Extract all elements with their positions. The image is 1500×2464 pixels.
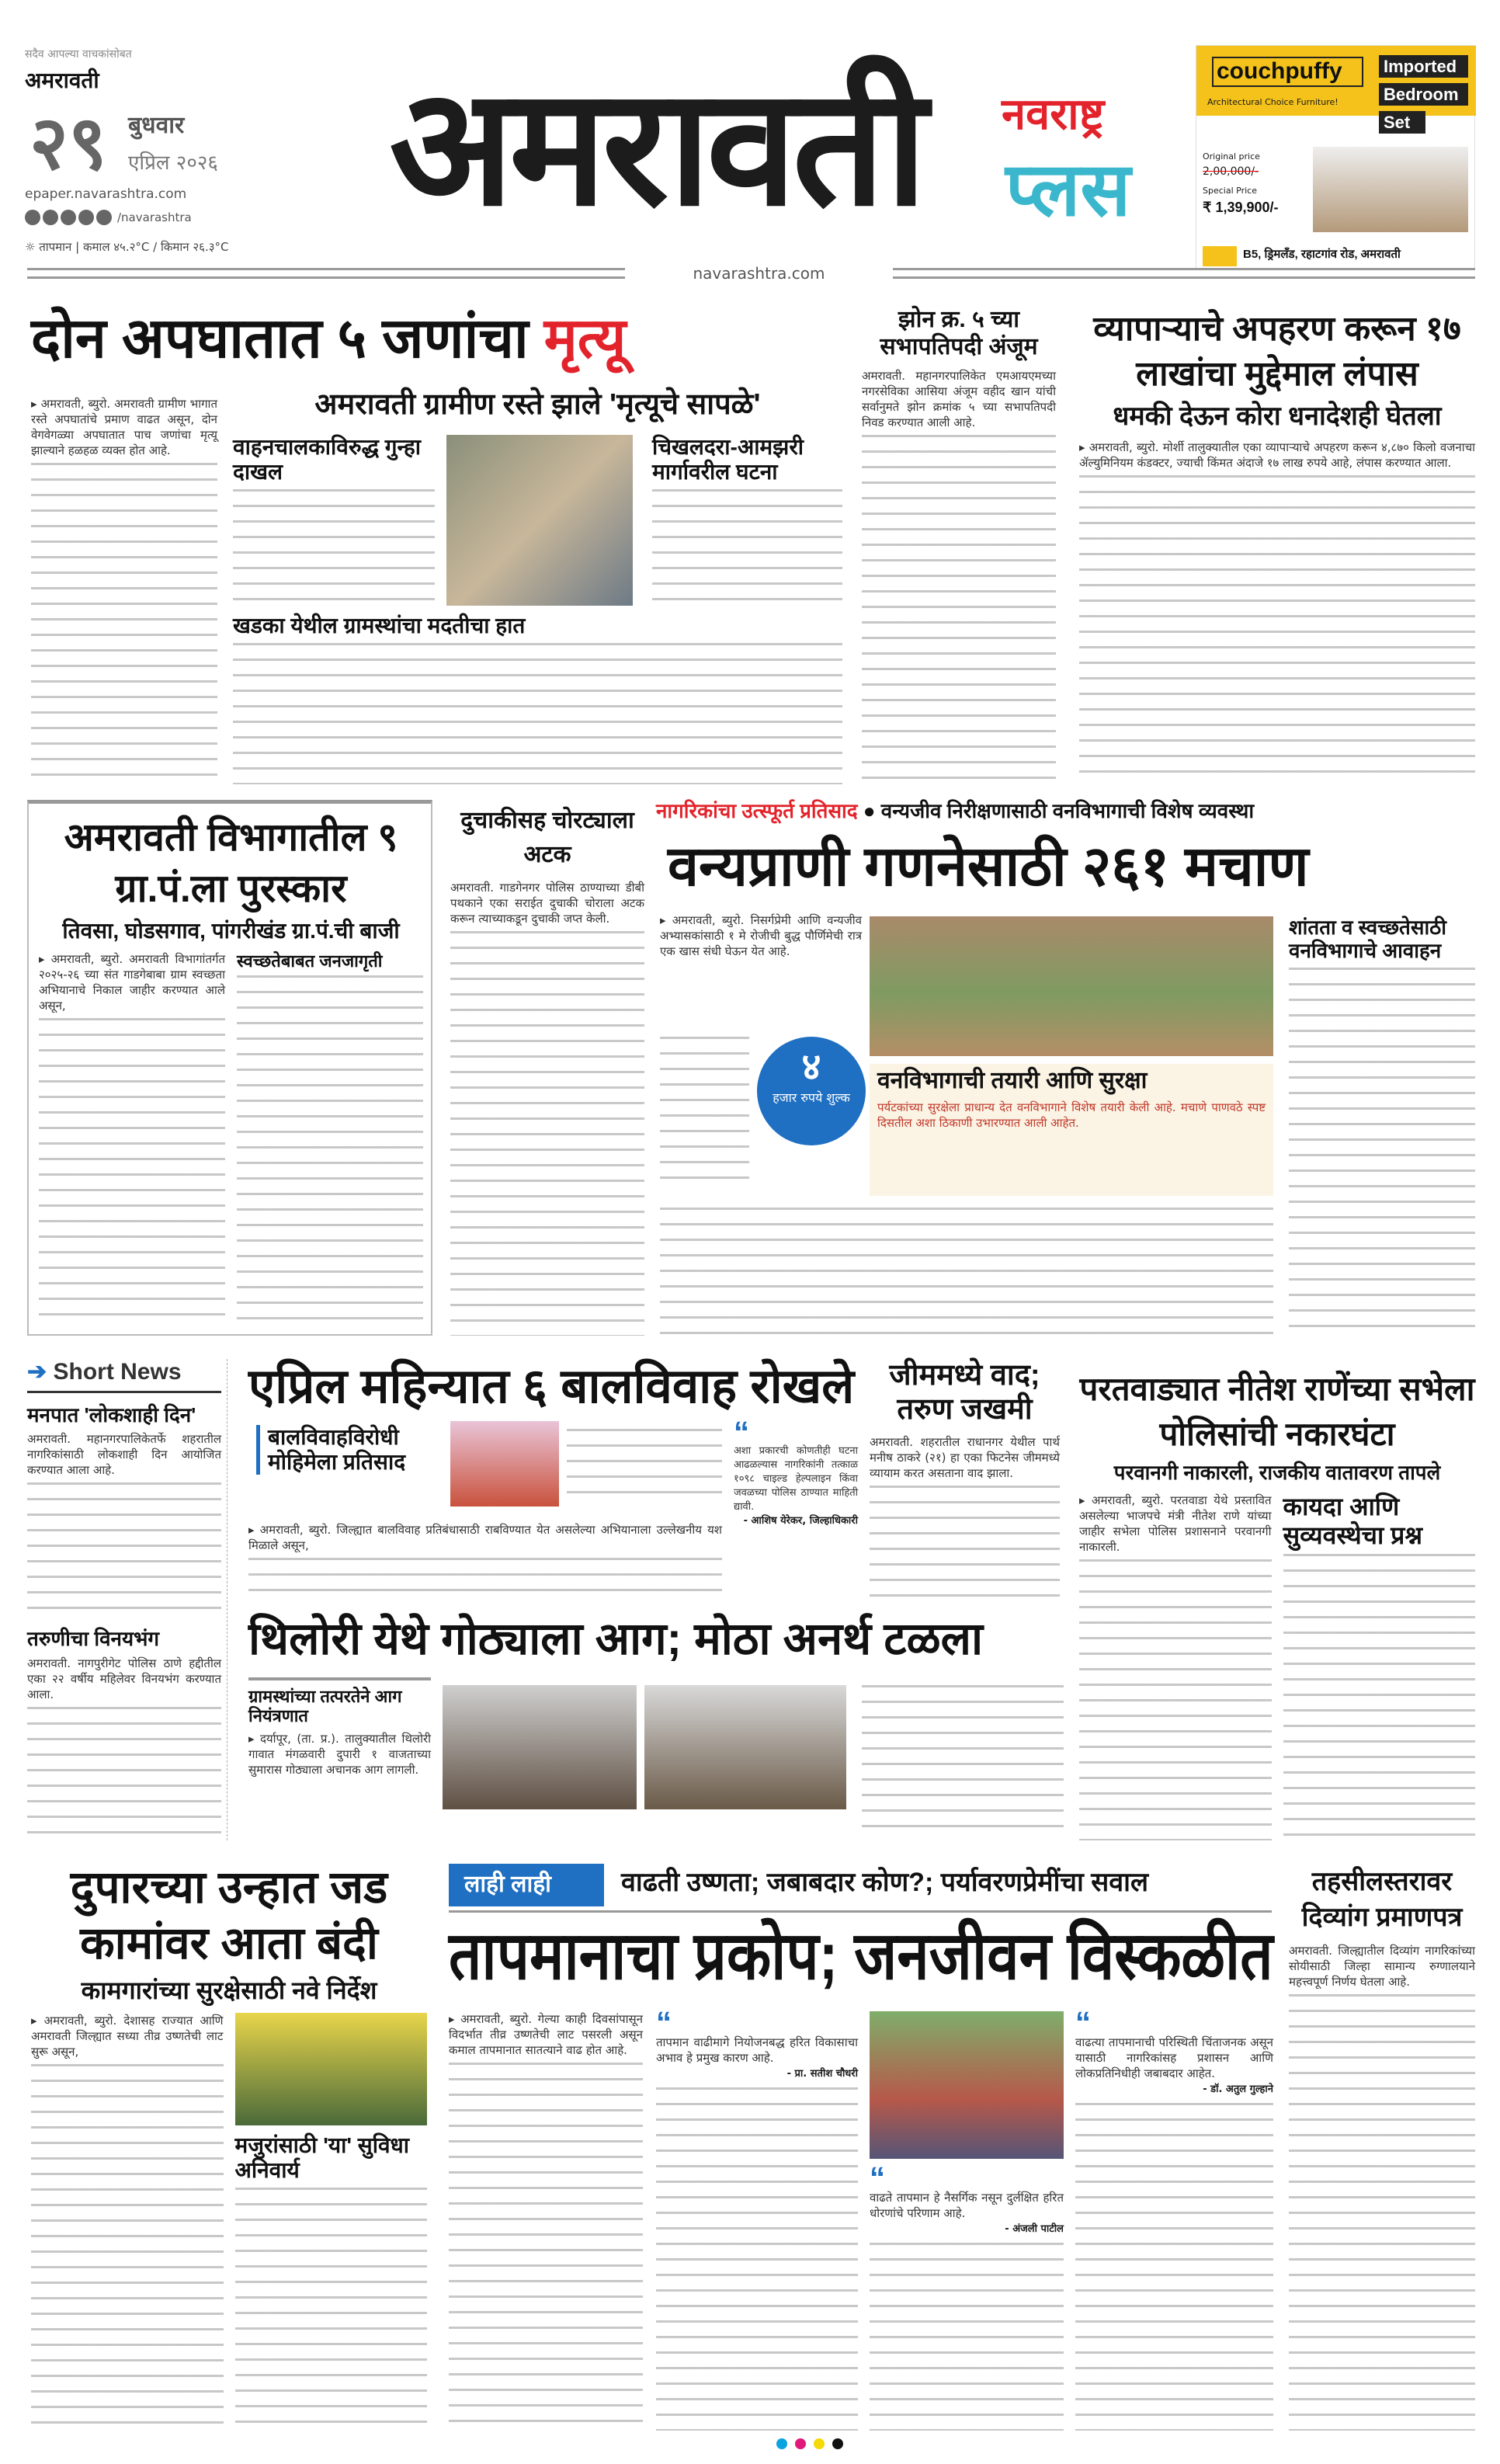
subhead: कायदा आणि सुव्यवस्थेचा प्रश्न bbox=[1283, 1492, 1423, 1549]
masthead-rule bbox=[893, 268, 1475, 279]
subhead: स्वच्छतेबाबत जनजागृती bbox=[237, 951, 383, 971]
brand-navarashtra: नवराष्ट्र bbox=[1002, 89, 1105, 138]
article-text-lines bbox=[450, 931, 644, 1336]
article-text-lines bbox=[31, 2064, 224, 2431]
zone-text: अमरावती. महानगरपालिकेत एमआयएमच्या नगरसेविका आसिया अंजूम वहीद खान यांची सर्वानुमते झोन क्रमांक ५ च्या सभापतिपदी निवड करण्यात आली आहे. bbox=[862, 369, 1056, 429]
ad-original-label: Original price bbox=[1203, 151, 1260, 162]
rane-text: ▸ अमरावती, ब्युरो. परतवाडा येथे प्रस्तावित असलेल्या भाजपचे मंत्री नीतेश राणे यांच्या जाहीर सभेला पोलिस प्रशासनाने परवानगी नाकारली. bbox=[1079, 1493, 1272, 1554]
workers-photo bbox=[235, 2013, 428, 2125]
youtube-icon[interactable] bbox=[78, 210, 94, 225]
lead-article-text: ▸ अमरावती, ब्युरो. अमरावती ग्रामीण भागात रस्ते अपघातांचे प्रमाण वाढत असून, दोन वेगवेगळ्या अपघातात पाच जणांचा मृत्यू झाल्याने हळहळ व्यक्त होत आहे. bbox=[31, 397, 217, 457]
quote-author: - डॉ. अतुल गुल्हाने bbox=[1203, 2083, 1273, 2095]
fire-photo bbox=[443, 1685, 637, 1809]
lead-subheadline: अमरावती ग्रामीण रस्ते झाले 'मृत्यूचे सापळे' bbox=[314, 388, 761, 421]
short-news-text: अमरावती. नागपुरीगेट पोलिस ठाणे हद्दीतील एका २२ वर्षीय महिलेवर विनयभंग करण्यात आला. bbox=[27, 1656, 221, 1701]
kidnap-text: ▸ अमरावती, ब्युरो. मोर्शी तालुक्यातील एका व्यापाऱ्याचे अपहरण करून ४,८७० किलो वजनाचा ॲल्युमिनियम कंडक्टर, ज्याची किंमत अंदाजे १७ लाख रुपये आहे, लंपास करण्यात आला. bbox=[1079, 440, 1475, 471]
article-text-lines bbox=[1289, 968, 1475, 1336]
article-text-lines bbox=[449, 2063, 643, 2431]
subhead: मजुरांसाठी 'या' सुविधा अनिवार्य bbox=[234, 2132, 410, 2182]
edition-city: अमरावती bbox=[25, 68, 99, 92]
forest-prep-box bbox=[870, 1064, 1273, 1196]
tagline: सदैव आपल्या वाचकांसोबत bbox=[25, 48, 132, 61]
quote-icon: “ bbox=[656, 2006, 672, 2040]
ad-line: Set bbox=[1379, 111, 1425, 134]
child-marriage-text: ▸ अमरावती, ब्युरो. जिल्ह्यात बालविवाह प्रतिबंधासाठी राबविण्यात येत असलेल्या अभियानाला उल्लेखनीय यश मिळाले असून, bbox=[248, 1523, 722, 1552]
quote-text: वाढत्या तापमानाची परिस्थिती चिंताजनक असून यासाठी नागरिकांसह प्रशासन आणि लोकप्रतिनिधीही जबाबदार आहेत. bbox=[1075, 2035, 1273, 2080]
facebook-icon[interactable] bbox=[25, 210, 40, 225]
wildlife-side-column bbox=[1289, 916, 1475, 1336]
x-icon[interactable] bbox=[61, 210, 76, 225]
ad-special-label: Special Price bbox=[1203, 186, 1257, 196]
side-column bbox=[233, 435, 435, 606]
expert-quote-column bbox=[656, 2006, 858, 2431]
heat-column bbox=[449, 2011, 643, 2431]
wedding-illustration bbox=[450, 1421, 559, 1507]
lead-headline: दोन अपघातात ५ जणांचा मृत्यू bbox=[31, 308, 627, 370]
lead-column bbox=[31, 396, 217, 784]
social-links bbox=[25, 210, 192, 225]
article-text-lines bbox=[27, 1707, 221, 1840]
short-news-headline: मनपात 'लोकशाही दिन' bbox=[27, 1402, 196, 1427]
short-news-sidebar bbox=[27, 1359, 221, 1840]
color-registration-marks bbox=[776, 2438, 843, 2449]
article-text-lines bbox=[1289, 1994, 1475, 2431]
article-text-lines bbox=[1283, 1554, 1476, 1840]
linkedin-icon[interactable] bbox=[96, 210, 112, 225]
article-text-lines bbox=[233, 643, 842, 784]
fire-text: ▸ दर्यापूर, (ता. प्र.). तालुक्यातील थिलोरी गावात मंगळवारी दुपारी १ वाजताच्या सुमारास गोठ्याला अचानक आग लागली. bbox=[248, 1731, 431, 1777]
fee-badge-text: हजार रुपये शुल्क bbox=[773, 1090, 850, 1106]
collector-quote bbox=[734, 1416, 858, 1604]
award-text: ▸ अमरावती, ब्युरो. अमरावती विभागांतर्गत २०२५-२६ च्या संत गाडगेबाबा ग्राम स्वच्छता अभियानाचे निकाल जाहीर करण्यात आले असून, bbox=[39, 952, 225, 1013]
disability-headline: तहसीलस्तरावर दिव्यांग प्रमाणपत्र bbox=[1301, 1867, 1463, 1932]
forest-prep-title: वनविभागाची तयारी आणि सुरक्षा bbox=[877, 1068, 1148, 1093]
fee-badge bbox=[757, 1037, 866, 1145]
article-text-lines bbox=[870, 1486, 1060, 1600]
child-marriage-headline: एप्रिल महिन्यात ६ बालविवाह रोखले bbox=[248, 1360, 855, 1413]
award-column bbox=[39, 811, 423, 1324]
zone-headline: झोन क्र. ५ च्या सभापतिपदी अंजूम bbox=[880, 307, 1038, 360]
forest-prep-text: पर्यटकांच्या सुरक्षेला प्राधान्य देत वनविभागाने विशेष तयारी केली आहे. मचाणे पाणवठे स्पष्ट दिसतील अशा ठिकाणी उभारण्यात आली आहेत. bbox=[877, 1100, 1266, 1130]
article-text-lines bbox=[660, 1208, 1273, 1336]
article-text-lines bbox=[233, 489, 435, 606]
subhead: चिखलदरा-आमझरी मार्गावरील घटना bbox=[652, 435, 804, 485]
article-text-lines bbox=[235, 2188, 428, 2431]
rane-column bbox=[1079, 1367, 1475, 1840]
ad-line: Bedroom bbox=[1379, 83, 1468, 106]
article-text-lines bbox=[862, 435, 1056, 784]
website[interactable]: navarashtra.com bbox=[693, 264, 825, 283]
article-text-lines bbox=[1079, 1559, 1272, 1840]
gym-column bbox=[870, 1359, 1060, 1600]
weekday: बुधवार bbox=[128, 113, 185, 138]
award-subheadline: तिवसा, घोडसगाव, पांगरीखंड ग्रा.पं.ची बाजी bbox=[62, 919, 400, 943]
article-text-lines bbox=[248, 1558, 722, 1600]
article-text-lines bbox=[567, 1429, 722, 1507]
short-news-headline: तरुणीचा विनयभंग bbox=[27, 1626, 159, 1650]
watchtower-photo bbox=[870, 916, 1273, 1056]
divider bbox=[449, 1910, 1272, 1913]
quote-icon: “ bbox=[870, 2161, 885, 2195]
article-text-lines bbox=[39, 1018, 225, 1324]
article-text-lines bbox=[27, 1482, 221, 1616]
wildlife-text: ▸ अमरावती, ब्युरो. निसर्गप्रेमी आणि वन्यजीव अभ्यासकांसाठी १ मे रोजीची बुद्ध पौर्णिमेची रात्र एक खास संधी घेऊन येत आहे. bbox=[660, 913, 862, 958]
heat-text: ▸ अमरावती, ब्युरो. गेल्या काही दिवसांपासून विदर्भात तीव्र उष्णतेची लाट पसरली असून कमाल तापमानात सातत्याने वाढ होत आहे. bbox=[449, 2012, 643, 2057]
article-text-lines bbox=[870, 2243, 1064, 2431]
quote-icon: “ bbox=[1075, 2006, 1091, 2040]
weather-icon: ☼ bbox=[25, 240, 40, 254]
month-year: एप्रिल २०२६ bbox=[128, 151, 218, 175]
heat-work-column bbox=[31, 1860, 427, 2431]
short-news-text: अमरावती. महानगरपालिकेतर्फे शहरातील नागरिकांसाठी लोकशाही दिन आयोजित करण्यात आला आहे. bbox=[27, 1432, 221, 1478]
ad-original-price: 2,00,000/- bbox=[1203, 165, 1259, 178]
kicker-badge: लाही लाही bbox=[449, 1864, 604, 1906]
ad-banner[interactable] bbox=[1196, 45, 1475, 270]
heat-work-text: ▸ अमरावती, ब्युरो. देशासह राज्यात आणि अमरावती जिल्ह्यात सध्या तीव्र उष्णतेची लाट सुरू असून, bbox=[31, 2013, 224, 2059]
quote-text: अशा प्रकारची कोणतीही घटना आढळल्यास नागरिकांनी तत्काळ १०९८ चाइल्ड हेल्पलाइन किंवा जवळच्या पोलिस ठाण्यात माहिती द्यावी. bbox=[734, 1445, 858, 1513]
article-text-lines bbox=[1079, 475, 1475, 784]
weather bbox=[25, 239, 312, 255]
subhead: शांतता व स्वच्छतेसाठी वनविभागाचे आवाहन bbox=[1289, 916, 1447, 962]
masthead-rule bbox=[27, 268, 625, 279]
bridge-photo bbox=[870, 2011, 1064, 2159]
epaper-link[interactable]: epaper.navarashtra.com bbox=[25, 186, 187, 202]
quote-text: वाढते तापमान हे नैसर्गिक नसून दुर्लक्षित हरित धोरणांचे परिणाम आहे. bbox=[870, 2191, 1064, 2220]
newspaper-title: अमरावती bbox=[389, 56, 923, 238]
disability-text: अमरावती. जिल्ह्यातील दिव्यांग नागरिकांच्या सोयीसाठी जिल्हा सामान्य रुग्णालयाने महत्त्वपूर्ण निर्णय घेतला आहे. bbox=[1289, 1944, 1475, 1989]
ad-brand: couchpuffy bbox=[1212, 57, 1363, 87]
wildlife-headline: वन्यप्राणी गणनेसाठी २६१ मचाण bbox=[668, 836, 1309, 898]
expert-quote-column bbox=[870, 2011, 1064, 2431]
subhead: ग्रामस्थांच्या तत्परतेने आग नियंत्रणात bbox=[248, 1677, 431, 1726]
brand-plus: प्लस bbox=[1005, 148, 1131, 231]
expert-quote-column bbox=[1075, 2006, 1273, 2431]
article-text-lines bbox=[31, 463, 217, 784]
wildlife-kicker: नागरिकांचा उत्स्फूर्त प्रतिसाद ● वन्यजीव निरीक्षणासाठी वनविभागाची विशेष व्यवस्था bbox=[656, 799, 1255, 822]
ad-address: B5, ड्रिमलँड, रहाटगांव रोड, अमरावती bbox=[1243, 248, 1401, 261]
gym-headline: जीममध्ये वाद; तरुण जखमी bbox=[889, 1359, 1040, 1426]
weather-text: तापमान | कमाल ४५.२°C / किमान २६.३°C bbox=[39, 240, 229, 254]
side-column bbox=[652, 435, 842, 606]
wildlife-column bbox=[660, 912, 862, 1021]
kidnap-headline: व्यापाऱ्याचे अपहरण करून १७ लाखांचा मुद्देमाल लंपास bbox=[1093, 310, 1461, 393]
theft-column bbox=[450, 804, 644, 1336]
heat-work-subheadline: कामगारांच्या सुरक्षेसाठी नवे निर्देश bbox=[81, 1976, 377, 2004]
kidnap-subheadline: धमकी देऊन कोरा धनादेशही घेतला bbox=[1113, 401, 1442, 431]
disability-column bbox=[1289, 1864, 1475, 2431]
fire-headline: थिलोरी येथे गोठ्याला आग; मोठा अनर्थ टळला bbox=[248, 1614, 983, 1664]
quote-author: - अंजली पाटील bbox=[1005, 2223, 1064, 2235]
gym-text: अमरावती. शहरातील राधानगर येथील पार्थ मनीष ठाकरे (२१) हा एका फिटनेस जीममध्ये व्यायाम करत असताना वाद झाला. bbox=[870, 1435, 1060, 1481]
heat-work-headline: दुपारच्या उन्हात जड कामांवर आता बंदी bbox=[70, 1862, 388, 1969]
zone-column bbox=[862, 307, 1056, 784]
quote-author: - आशिष येरेकर, जिल्हाधिकारी bbox=[743, 1515, 858, 1527]
ad-bedroom-image bbox=[1313, 147, 1468, 232]
article-text-lines bbox=[1075, 2103, 1273, 2431]
fire-photo bbox=[644, 1685, 846, 1809]
fire-column bbox=[248, 1677, 431, 1840]
side-column bbox=[233, 613, 842, 784]
instagram-icon[interactable] bbox=[43, 210, 58, 225]
quote-author: - प्रा. सतीश चौधरी bbox=[786, 2068, 858, 2080]
theft-headline: दुचाकीसह चोरट्याला अटक bbox=[460, 808, 634, 867]
ad-special-price: ₹ 1,39,900/- bbox=[1203, 200, 1279, 215]
fee-badge-number: ४ bbox=[801, 1047, 821, 1088]
social-handle: /navarashtra bbox=[117, 210, 192, 224]
heat-headline: तापमानाचा प्रकोप; जनजीवन विस्कळीत bbox=[449, 1919, 1273, 1993]
quote-text: तापमान वाढीमागे नियोजनबद्ध हरित विकासाचा अभाव हे प्रमुख कारण आहे. bbox=[656, 2035, 858, 2065]
quote-icon: “ bbox=[734, 1416, 749, 1450]
ad-line: Imported bbox=[1379, 55, 1468, 78]
subhead: वाहनचालकाविरुद्ध गुन्हा दाखल bbox=[233, 435, 421, 485]
rane-subheadline: परवानगी नाकारली, राजकीय वातावरण तापले bbox=[1113, 1461, 1441, 1484]
ad-tagline: Architectural Choice Furniture! bbox=[1207, 97, 1339, 107]
theft-text: अमरावती. गाडगेनगर पोलिस ठाण्याच्या डीबी पथकाने एका सराईत दुचाकी चोराला अटक करून त्याच्याकडून दुचाकी जप्त केली. bbox=[450, 881, 644, 926]
short-news-title: Short News bbox=[53, 1359, 182, 1385]
award-headline: अमरावती विभागातील ९ ग्रा.पं.ला पुरस्कार bbox=[64, 815, 398, 910]
article-text-lines bbox=[656, 2087, 858, 2431]
article-text-lines bbox=[862, 1685, 1064, 1840]
ad-logo-icon bbox=[1203, 246, 1237, 266]
article-text-lines bbox=[652, 489, 842, 606]
subhead: खडका येथील ग्रामस्थांचा मदतीचा हात bbox=[233, 613, 526, 638]
child-marriage-column bbox=[248, 1522, 722, 1600]
article-text-lines bbox=[660, 1037, 749, 1192]
article-text-lines bbox=[237, 975, 423, 1324]
subhead: बालविवाहविरोधी मोहिमेला प्रतिसाद bbox=[256, 1425, 435, 1475]
date-day: २९ bbox=[30, 102, 107, 185]
heat-kicker: वाढती उष्णता; जबाबदार कोण?; पर्यावरणप्रेमींचा सवाल bbox=[621, 1868, 1149, 1897]
rane-headline: परतवाड्यात नीतेश राणेंच्या सभेला पोलिसांची नकारघंटा bbox=[1079, 1371, 1475, 1452]
arrow-icon: ➔ bbox=[27, 1359, 47, 1385]
kidnap-column bbox=[1079, 307, 1475, 784]
accident-photo bbox=[446, 435, 633, 606]
